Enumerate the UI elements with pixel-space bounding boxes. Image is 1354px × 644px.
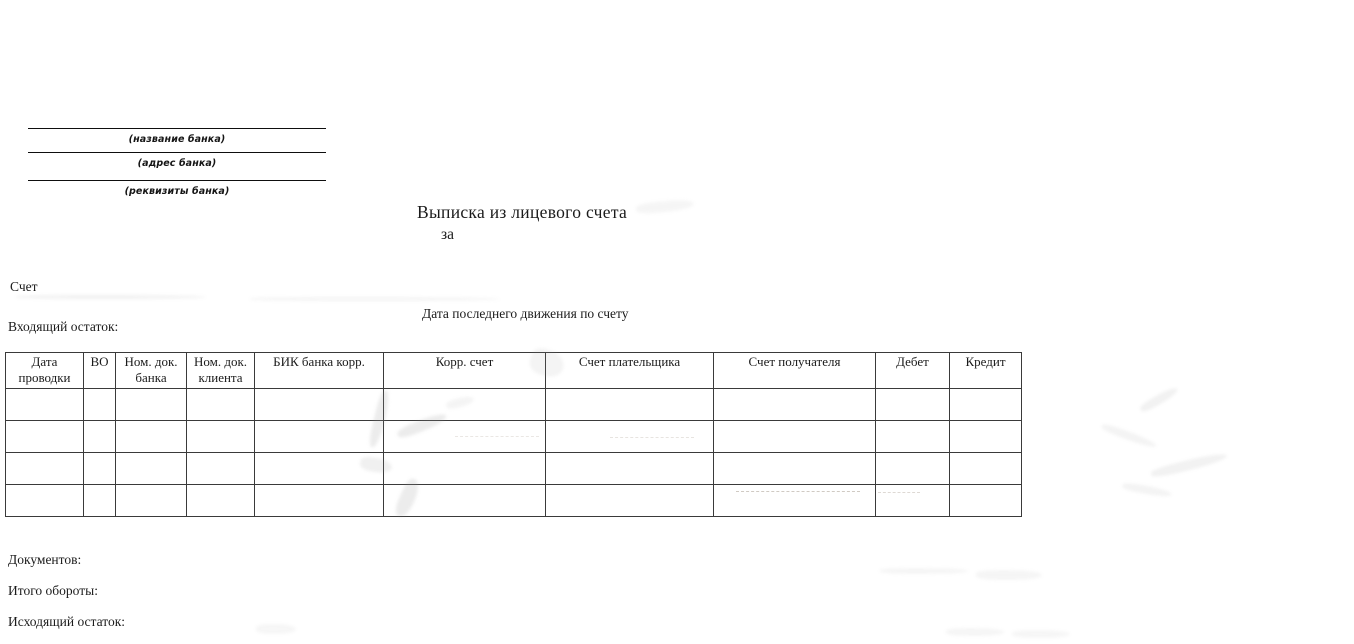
bank-name-caption: (название банка) (128, 134, 226, 145)
table-header-row (6, 353, 1022, 389)
scan-artifact (1100, 422, 1157, 449)
scan-artifact (1150, 451, 1228, 480)
scan-artifact (250, 297, 500, 301)
table-row (6, 453, 1022, 485)
table-cell (187, 389, 255, 421)
table-cell (6, 485, 84, 517)
table-cell (187, 453, 255, 485)
totals-label: Итого обороты: (8, 583, 98, 598)
statement-table (5, 352, 1022, 517)
table-cell (876, 485, 950, 517)
table-row (6, 389, 1022, 421)
incoming-balance-label: Входящий остаток: (8, 319, 119, 334)
table-cell (546, 389, 714, 421)
table-cell (84, 453, 116, 485)
table-cell (116, 453, 187, 485)
table-cell (714, 485, 876, 517)
table-cell (876, 453, 950, 485)
last-movement-label: Дата последнего движения по счету (422, 306, 629, 321)
scan-artifact (946, 628, 1004, 636)
bank-details-caption: (реквизиты банка) (124, 186, 230, 197)
table-cell (714, 389, 876, 421)
table-cell (255, 485, 384, 517)
table-row (6, 421, 1022, 453)
bank-address-caption: (адрес банка) (137, 158, 217, 169)
column-header: Счет получателя (714, 353, 876, 389)
column-header: Корр. счет (384, 353, 546, 389)
column-header: Ном. док. клиента (187, 353, 255, 389)
table-cell (187, 421, 255, 453)
scan-artifact (636, 198, 695, 215)
table-cell (876, 389, 950, 421)
table-cell (950, 485, 1022, 517)
scan-artifact (16, 295, 206, 299)
column-header: Ном. док. банка (116, 353, 187, 389)
table-cell (546, 485, 714, 517)
column-header: Кредит (950, 353, 1022, 389)
table-cell (384, 421, 546, 453)
table-cell (116, 389, 187, 421)
table-cell (950, 421, 1022, 453)
table-cell (6, 389, 84, 421)
table-cell (255, 389, 384, 421)
table-cell (84, 389, 116, 421)
bank-details-line (28, 180, 326, 199)
table-cell (950, 453, 1022, 485)
table-cell (546, 421, 714, 453)
account-label: Счет (10, 279, 38, 294)
table-cell (84, 421, 116, 453)
bank-name-line (28, 128, 326, 147)
table-cell (187, 485, 255, 517)
scan-artifact (880, 568, 968, 574)
table-cell (546, 453, 714, 485)
table-cell (384, 485, 546, 517)
table-cell (714, 453, 876, 485)
scan-artifact (256, 624, 296, 634)
document-title: Выписка из лицевого счета (417, 202, 628, 222)
table-cell (6, 453, 84, 485)
table-cell (876, 421, 950, 453)
table-cell (714, 421, 876, 453)
column-header: ВО (84, 353, 116, 389)
period-prefix-label: за (441, 226, 455, 243)
bank-address-line (28, 152, 326, 171)
table-cell (116, 421, 187, 453)
table-cell (6, 421, 84, 453)
documents-count-label: Документов: (8, 552, 82, 567)
column-header: Дебет (876, 353, 950, 389)
table-cell (84, 485, 116, 517)
scan-artifact (1012, 630, 1070, 638)
column-header: Счет плательщика (546, 353, 714, 389)
table-cell (384, 453, 546, 485)
table-cell (116, 485, 187, 517)
table-cell (950, 389, 1022, 421)
table-cell (384, 389, 546, 421)
table-row (6, 485, 1022, 517)
scan-artifact (1122, 482, 1173, 499)
column-header: БИК банка корр. (255, 353, 384, 389)
outgoing-balance-label: Исходящий остаток: (8, 614, 126, 629)
table-cell (255, 453, 384, 485)
column-header: Дата проводки (6, 353, 84, 389)
scan-artifact (1139, 385, 1180, 414)
scan-artifact (976, 570, 1042, 580)
table-cell (255, 421, 384, 453)
